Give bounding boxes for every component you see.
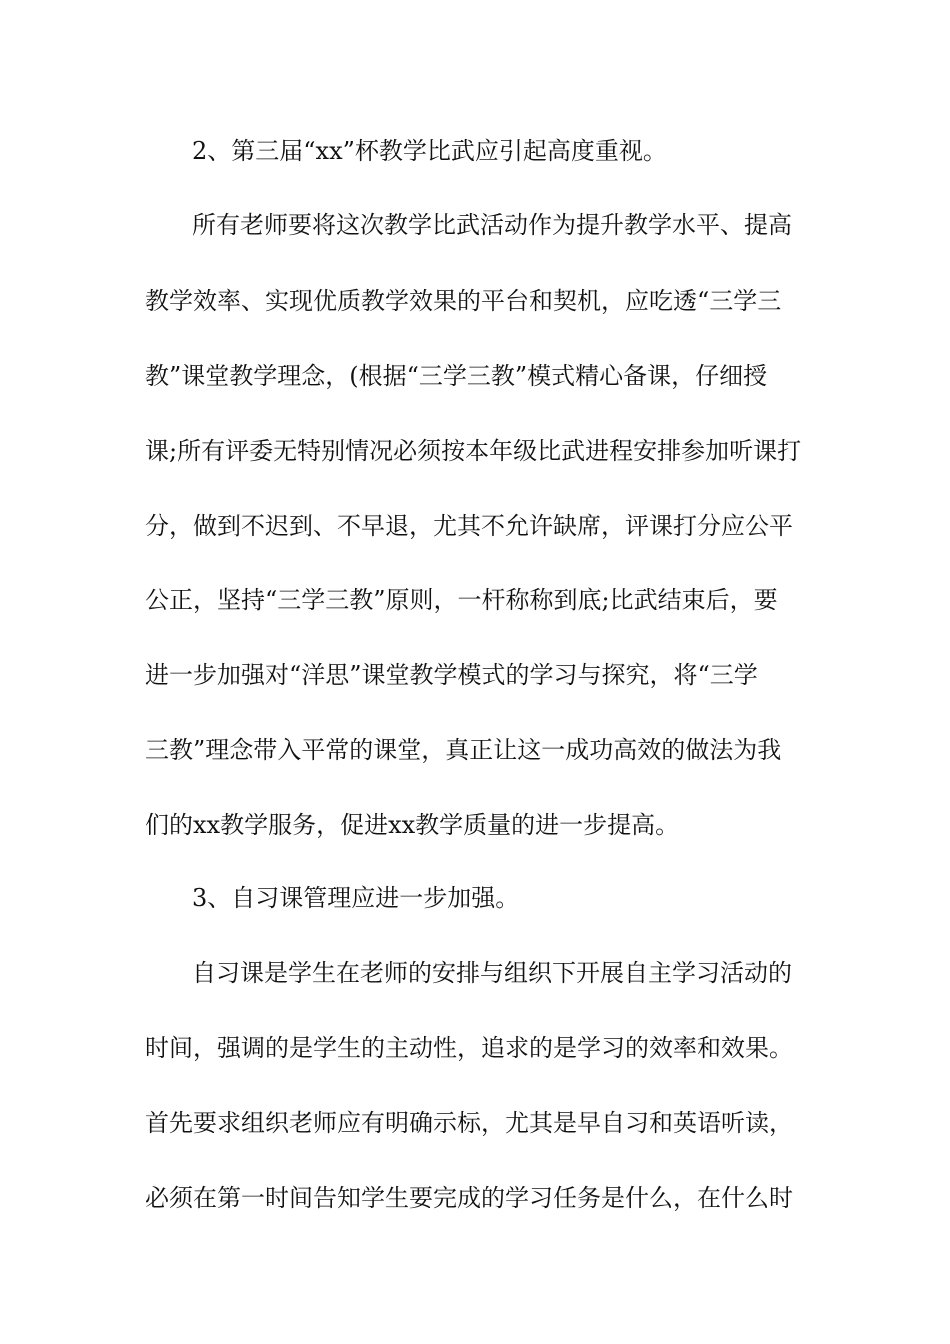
paragraph-line: 公正，坚持“三学三教”原则，一杆称称到底;比武结束后，要 bbox=[145, 586, 778, 614]
section-heading-3: 3、自习课管理应进一步加强。 bbox=[192, 884, 520, 912]
paragraph-line: 三教”理念带入平常的课堂，真正让这一成功高效的做法为我 bbox=[145, 736, 782, 764]
paragraph-line: 们的xx教学服务，促进xx教学质量的进一步提高。 bbox=[145, 811, 680, 839]
section-heading-2: 2、第三届“xx”杯教学比武应引起高度重视。 bbox=[192, 137, 667, 165]
paragraph-line: 分，做到不迟到、不早退，尤其不允许缺席，评课打分应公平 bbox=[145, 512, 793, 540]
paragraph-line: 必须在第一时间告知学生要完成的学习任务是什么，在什么时 bbox=[145, 1184, 793, 1212]
paragraph-line: 教”课堂教学理念，(根据“三学三教”模式精心备课，仔细授 bbox=[145, 362, 768, 390]
paragraph-line: 时间，强调的是学生的主动性，追求的是学习的效率和效果。 bbox=[145, 1034, 793, 1062]
paragraph-line: 所有老师要将这次教学比武活动作为提升教学水平、提高 bbox=[192, 211, 792, 239]
paragraph-line: 课;所有评委无特别情况必须按本年级比武进程安排参加听课打 bbox=[145, 437, 802, 465]
paragraph-line: 教学效率、实现优质教学效果的平台和契机，应吃透“三学三 bbox=[145, 287, 782, 315]
paragraph-line: 自习课是学生在老师的安排与组织下开展自主学习活动的 bbox=[192, 959, 792, 987]
paragraph-line: 进一步加强对“洋思”课堂教学模式的学习与探究，将“三学 bbox=[145, 661, 758, 689]
paragraph-line: 首先要求组织老师应有明确示标，尤其是早自习和英语听读， bbox=[145, 1109, 793, 1137]
